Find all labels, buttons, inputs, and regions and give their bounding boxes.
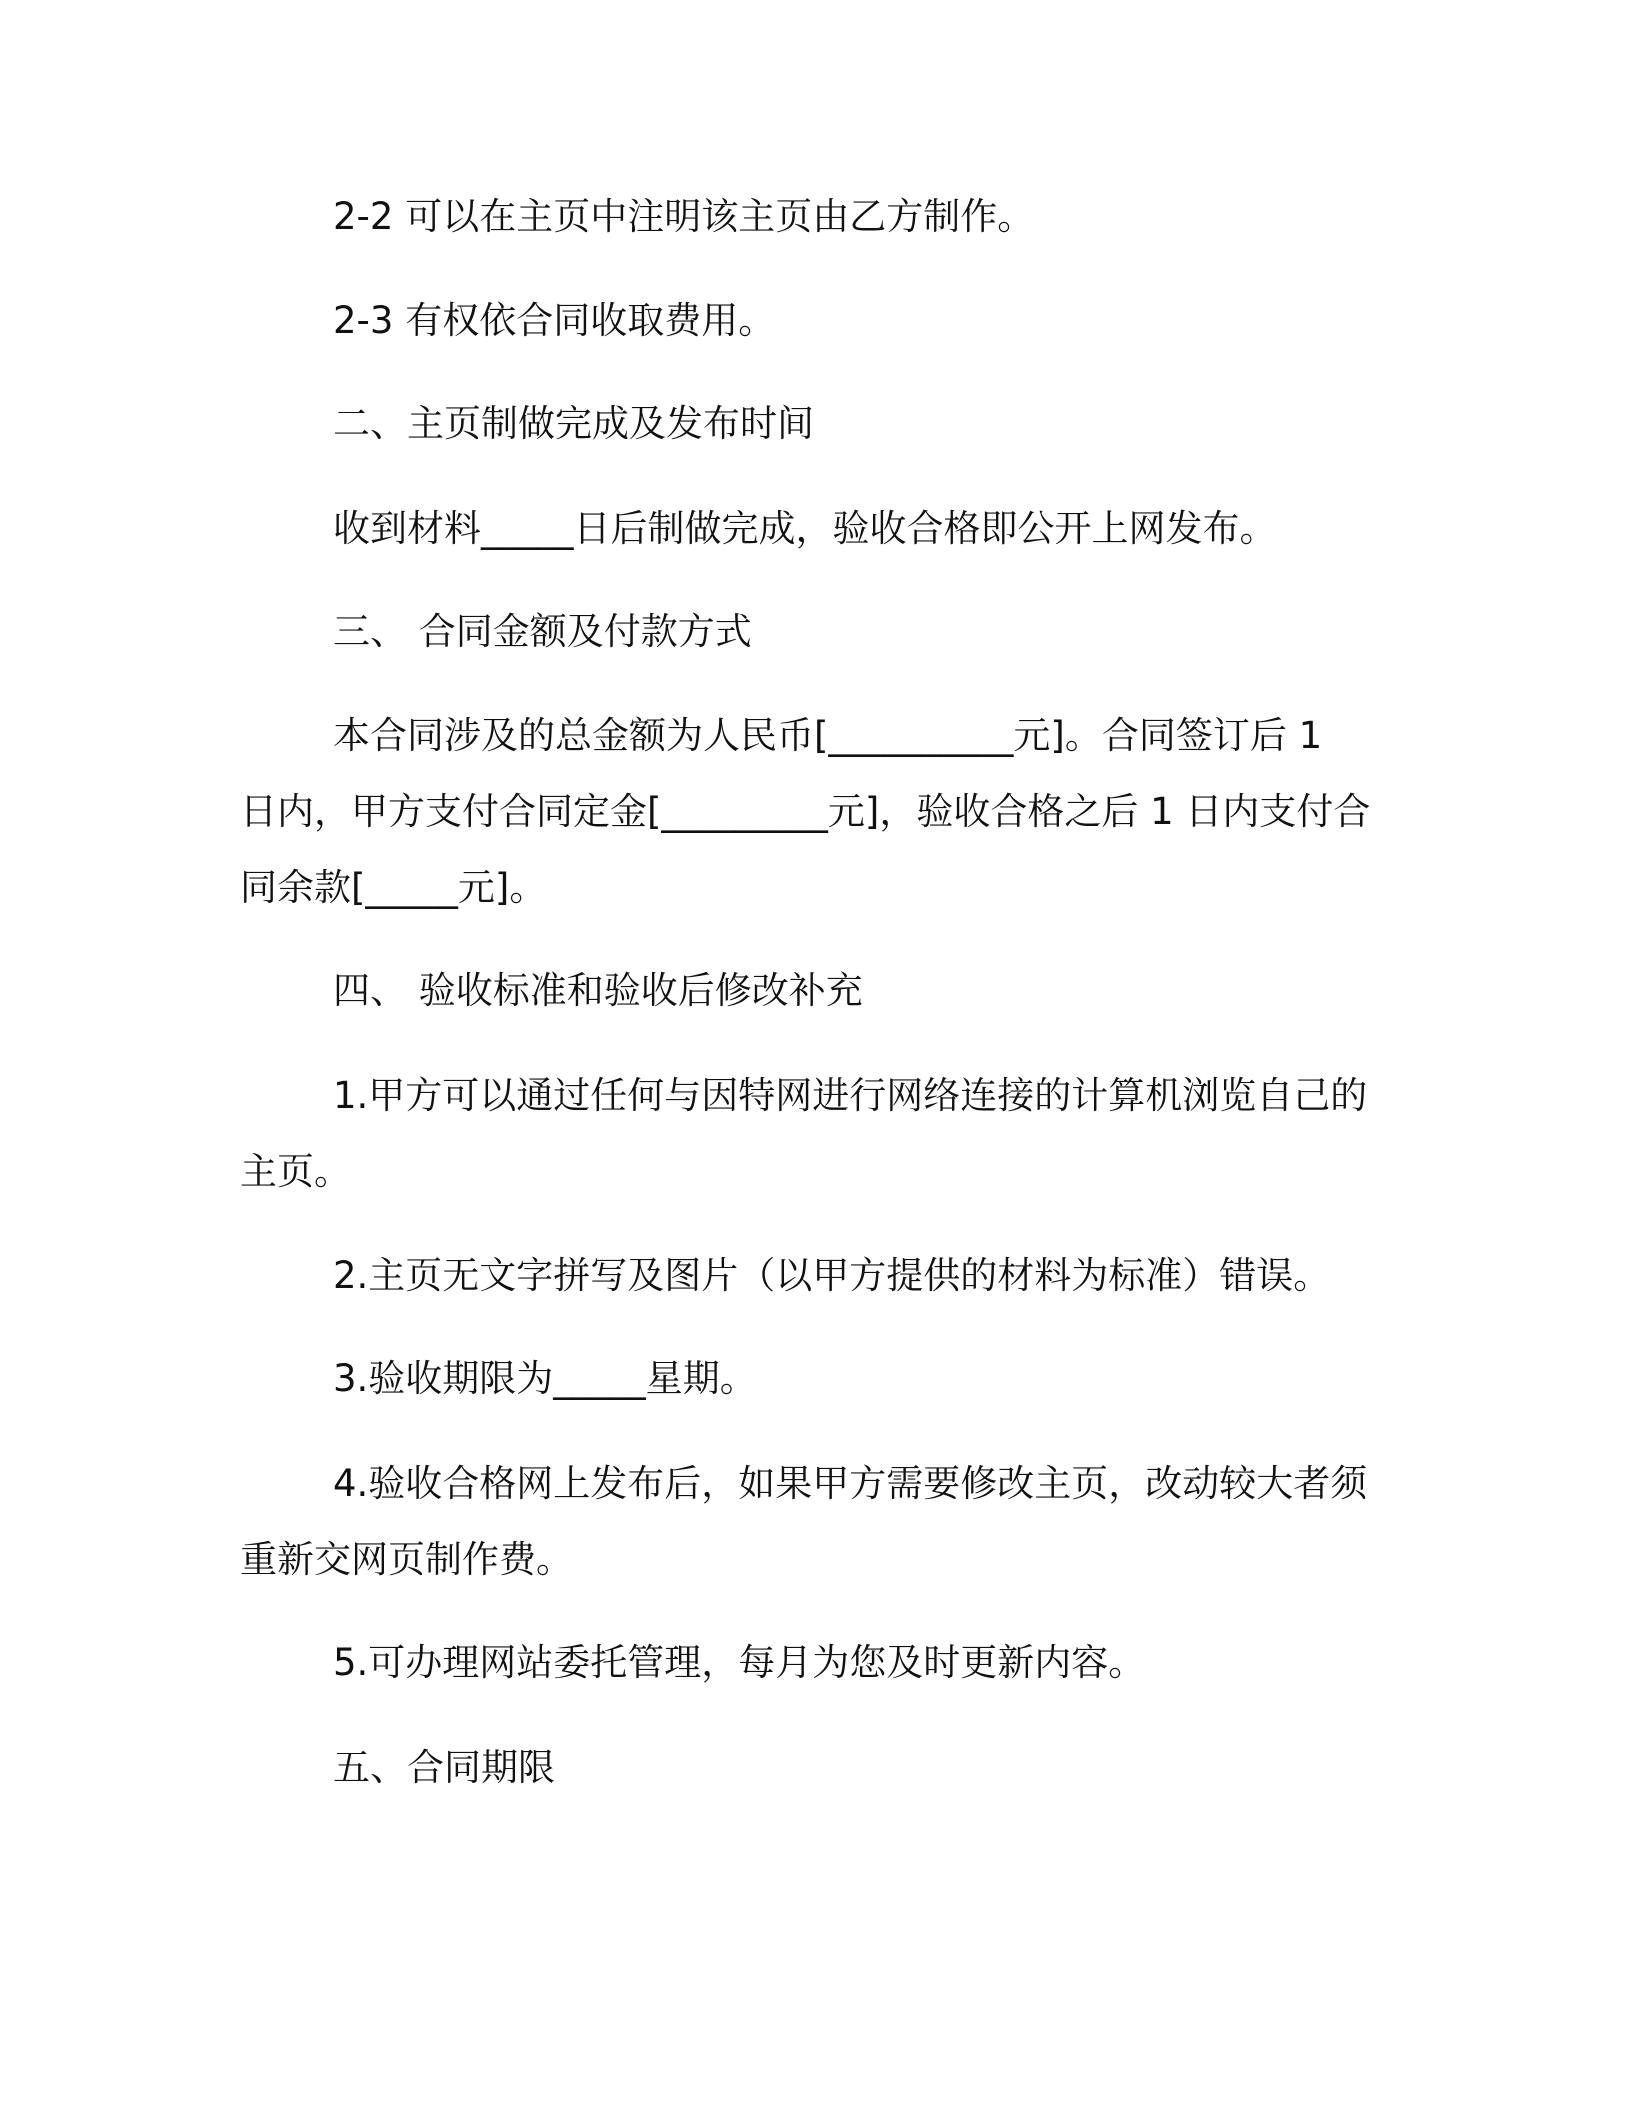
paragraph-amount-line-2: 日内，甲方支付合同定金[_________元]，验收合格之后 1 日内支付合 bbox=[240, 790, 1371, 833]
paragraph-amount-line-1: 本合同涉及的总金额为人民币[__________元]。合同签订后 1 bbox=[333, 714, 1323, 757]
paragraph-amount-line-3: 同余款[_____元]。 bbox=[240, 866, 547, 909]
item-4-line-1: 4.验收合格网上发布后，如果甲方需要修改主页，改动较大者须 bbox=[333, 1462, 1368, 1505]
item-1-line-2: 主页。 bbox=[240, 1150, 351, 1193]
item-4-line-2: 重新交网页制作费。 bbox=[240, 1538, 573, 1581]
item-2: 2.主页无文字拼写及图片（以甲方提供的材料为标准）错误。 bbox=[333, 1254, 1331, 1297]
section-heading-3: 三、 合同金额及付款方式 bbox=[333, 610, 752, 653]
item-5: 5.可办理网站委托管理，每月为您及时更新内容。 bbox=[333, 1641, 1146, 1684]
section-heading-5: 五、合同期限 bbox=[333, 1746, 555, 1789]
section-heading-2: 二、主页制做完成及发布时间 bbox=[333, 402, 814, 445]
item-3: 3.验收期限为_____星期。 bbox=[333, 1357, 757, 1400]
clause-2-3: 2-3 有权依合同收取费用。 bbox=[333, 299, 776, 342]
clause-2-2: 2-2 可以在主页中注明该主页由乙方制作。 bbox=[333, 195, 1035, 238]
paragraph-completion-time: 收到材料_____日后制做完成，验收合格即公开上网发布。 bbox=[333, 507, 1277, 550]
item-1-line-1: 1.甲方可以通过任何与因特网进行网络连接的计算机浏览自己的 bbox=[333, 1074, 1368, 1117]
section-heading-4: 四、 验收标准和验收后修改补充 bbox=[333, 969, 863, 1012]
